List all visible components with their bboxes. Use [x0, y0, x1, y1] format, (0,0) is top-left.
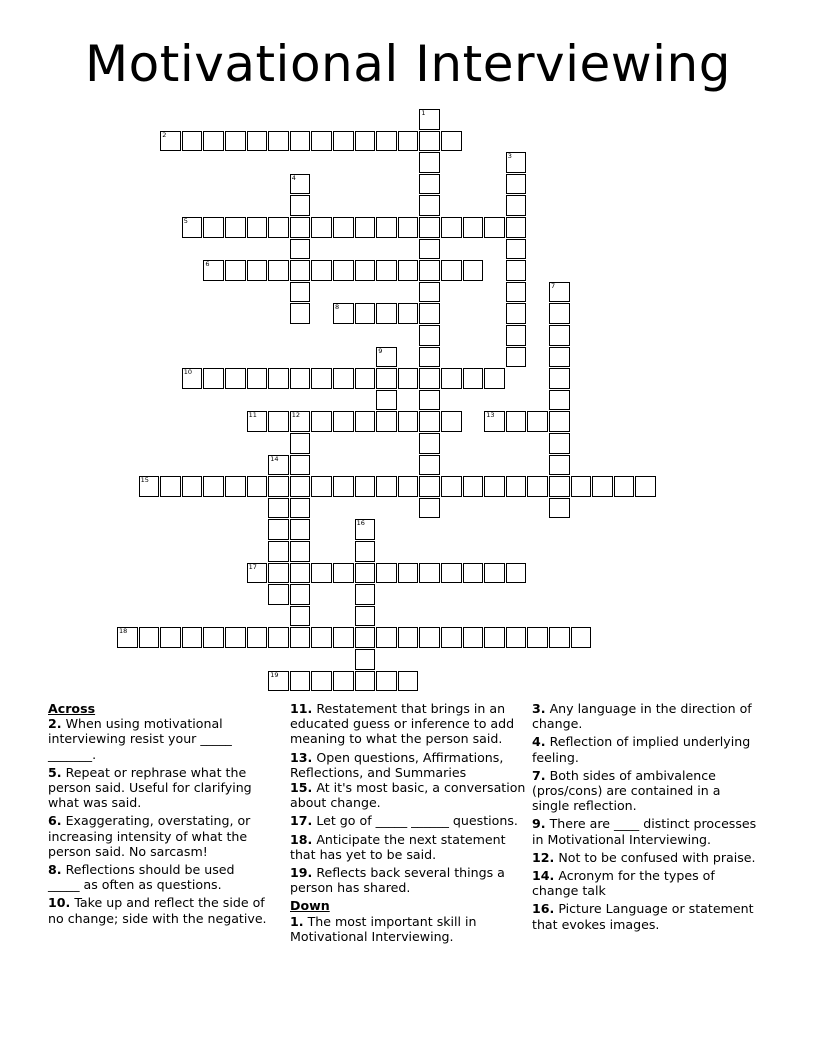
grid-cell[interactable]: [463, 368, 484, 389]
clue-number: 6.: [48, 813, 62, 829]
clue-number: 3.: [532, 701, 546, 716]
grid-cell[interactable]: [247, 217, 268, 238]
grid-cell[interactable]: [247, 627, 268, 648]
grid-cell[interactable]: [225, 260, 246, 281]
grid-cell[interactable]: [268, 455, 289, 476]
grid-cell[interactable]: [290, 282, 311, 303]
grid-cell[interactable]: [268, 498, 289, 519]
grid-cell[interactable]: [549, 347, 570, 368]
down-heading: Down: [290, 898, 330, 914]
grid-cell[interactable]: [333, 476, 354, 497]
grid-cell[interactable]: [441, 476, 462, 497]
grid-cell[interactable]: [506, 411, 527, 432]
grid-cell[interactable]: [376, 563, 397, 584]
clue-text: The most important skill in Motivational Interviewing.: [290, 913, 477, 944]
grid-cell[interactable]: [225, 131, 246, 152]
grid-cell[interactable]: [398, 671, 419, 692]
grid-cell[interactable]: [333, 131, 354, 152]
grid-cell[interactable]: [376, 303, 397, 324]
grid-cell[interactable]: [441, 563, 462, 584]
clue-text: Take up and reflect the side of no change; side with the negative.: [48, 895, 267, 926]
grid-cell[interactable]: [484, 627, 505, 648]
grid-cell[interactable]: [419, 174, 440, 195]
grid-cell[interactable]: [268, 411, 289, 432]
grid-cell[interactable]: [549, 433, 570, 454]
clue-number: 19.: [290, 865, 313, 881]
grid-cell[interactable]: [419, 368, 440, 389]
clue-across-6: [48, 813, 270, 859]
grid-cell[interactable]: [506, 152, 527, 173]
grid-cell[interactable]: [311, 476, 332, 497]
grid-cell[interactable]: [376, 627, 397, 648]
puzzle-title: Motivational Interviewing: [85, 35, 731, 93]
clue-number-label: 14: [270, 454, 279, 463]
grid-cell[interactable]: [441, 217, 462, 238]
grid-cell[interactable]: [549, 476, 570, 497]
grid-cell[interactable]: [463, 217, 484, 238]
grid-cell[interactable]: [571, 627, 592, 648]
grid-cell[interactable]: [355, 519, 376, 540]
grid-cell[interactable]: [376, 476, 397, 497]
grid-cell[interactable]: [311, 411, 332, 432]
grid-cell[interactable]: [333, 368, 354, 389]
grid-cell[interactable]: [419, 131, 440, 152]
grid-cell[interactable]: [290, 563, 311, 584]
grid-cell[interactable]: [182, 217, 203, 238]
clue-across-8: [48, 862, 270, 892]
clue-number-label: 4: [291, 173, 296, 182]
clue-down-16: [532, 901, 760, 931]
clue-number: 9.: [532, 816, 546, 832]
grid-cell[interactable]: [441, 368, 462, 389]
grid-cell[interactable]: [463, 627, 484, 648]
clue-text: When using motivational interviewing resist your _____ _______.: [48, 716, 232, 762]
clue-text: Open questions, Affirmations, Reflections, and Summaries: [290, 749, 504, 780]
grid-cell[interactable]: [117, 627, 138, 648]
clue-text: Reflection of implied underlying feeling.: [532, 734, 751, 765]
grid-cell[interactable]: [527, 476, 548, 497]
grid-cell[interactable]: [376, 347, 397, 368]
clue-number: 14.: [532, 868, 555, 884]
grid-cell[interactable]: [355, 584, 376, 605]
grid-cell[interactable]: [398, 217, 419, 238]
grid-cell[interactable]: [484, 476, 505, 497]
grid-cell[interactable]: [506, 260, 527, 281]
grid-cell[interactable]: [333, 217, 354, 238]
grid-cell[interactable]: [376, 411, 397, 432]
grid-cell[interactable]: [290, 239, 311, 260]
grid-cell[interactable]: [419, 109, 440, 130]
grid-cell[interactable]: [506, 627, 527, 648]
grid-cell[interactable]: [398, 411, 419, 432]
grid-cell[interactable]: [419, 627, 440, 648]
grid-cell[interactable]: [419, 303, 440, 324]
grid-cell[interactable]: [311, 563, 332, 584]
grid-cell[interactable]: [139, 476, 160, 497]
grid-cell[interactable]: [355, 671, 376, 692]
clue-text: Repeat or rephrase what the person said. Useful for clarifying what was said.: [48, 764, 252, 811]
grid-cell[interactable]: [506, 325, 527, 346]
clue-down-12: [532, 850, 760, 865]
grid-cell[interactable]: [614, 476, 635, 497]
clue-number-label: 9: [378, 346, 383, 355]
clue-number-label: 7: [551, 281, 556, 290]
grid-cell[interactable]: [419, 390, 440, 411]
grid-cell[interactable]: [290, 476, 311, 497]
clue-number: 17.: [290, 813, 313, 829]
clue-text: Not to be confused with praise.: [554, 849, 756, 865]
grid-cell[interactable]: [160, 131, 181, 152]
grid-cell[interactable]: [247, 563, 268, 584]
grid-cell[interactable]: [247, 368, 268, 389]
grid-cell[interactable]: [463, 563, 484, 584]
grid-cell[interactable]: [355, 606, 376, 627]
grid-cell[interactable]: [355, 649, 376, 670]
grid-cell[interactable]: [203, 131, 224, 152]
grid-cell[interactable]: [203, 627, 224, 648]
grid-cell[interactable]: [355, 217, 376, 238]
clue-across-13: [290, 750, 526, 780]
clue-number-label: 8: [335, 303, 340, 312]
grid-cell[interactable]: [268, 563, 289, 584]
grid-cell[interactable]: [441, 411, 462, 432]
grid-cell[interactable]: [268, 476, 289, 497]
grid-cell[interactable]: [290, 541, 311, 562]
grid-cell[interactable]: [225, 627, 246, 648]
grid-cell[interactable]: [419, 455, 440, 476]
clue-number-label: 16: [356, 519, 365, 528]
grid-cell[interactable]: [333, 411, 354, 432]
grid-cell[interactable]: [463, 476, 484, 497]
grid-cell[interactable]: [441, 131, 462, 152]
clue-number: 4.: [532, 734, 546, 750]
clue-text: At it's most basic, a conversation about change.: [290, 780, 526, 811]
grid-cell[interactable]: [549, 411, 570, 432]
clue-column-3: [532, 701, 760, 935]
clue-text: Any language in the direction of change.: [532, 701, 752, 732]
grid-cell[interactable]: [398, 563, 419, 584]
grid-cell[interactable]: [268, 627, 289, 648]
grid-cell[interactable]: [225, 217, 246, 238]
clue-across-18: [290, 832, 526, 862]
grid-cell[interactable]: [506, 476, 527, 497]
grid-cell[interactable]: [333, 563, 354, 584]
clue-text: Restatement that brings in an educated guess or inference to add meaning to what the person said.: [290, 701, 515, 747]
grid-cell[interactable]: [506, 303, 527, 324]
clue-number: 11.: [290, 701, 313, 716]
grid-cell[interactable]: [398, 476, 419, 497]
grid-cell[interactable]: [247, 476, 268, 497]
clue-across-5: [48, 765, 270, 811]
clue-text: Both sides of ambivalence (pros/cons) are contained in a single reflection.: [532, 767, 721, 814]
clue-down-1: [290, 914, 526, 944]
grid-cell[interactable]: [355, 541, 376, 562]
clue-number: 1.: [290, 913, 304, 929]
grid-cell[interactable]: [247, 411, 268, 432]
clue-number: 16.: [532, 901, 555, 917]
grid-cell[interactable]: [463, 260, 484, 281]
grid-cell[interactable]: [268, 519, 289, 540]
clue-column-1: [48, 701, 270, 929]
grid-cell[interactable]: [290, 627, 311, 648]
grid-cell[interactable]: [419, 411, 440, 432]
grid-cell[interactable]: [484, 563, 505, 584]
grid-cell[interactable]: [419, 260, 440, 281]
clue-column-2: [290, 701, 526, 947]
grid-cell[interactable]: [549, 390, 570, 411]
grid-cell[interactable]: [355, 368, 376, 389]
grid-cell[interactable]: [355, 411, 376, 432]
grid-cell[interactable]: [419, 476, 440, 497]
grid-cell[interactable]: [355, 627, 376, 648]
grid-cell[interactable]: [247, 131, 268, 152]
grid-cell[interactable]: [333, 627, 354, 648]
grid-cell[interactable]: [290, 584, 311, 605]
grid-cell[interactable]: [290, 195, 311, 216]
grid-cell[interactable]: [160, 627, 181, 648]
grid-cell[interactable]: [268, 671, 289, 692]
clue-text: There are ____ distinct processes in Motivational Interviewing.: [532, 816, 757, 847]
grid-cell[interactable]: [506, 282, 527, 303]
grid-cell[interactable]: [398, 131, 419, 152]
grid-cell[interactable]: [376, 390, 397, 411]
grid-cell[interactable]: [549, 627, 570, 648]
clue-number: 2.: [48, 716, 62, 732]
across-heading: Across: [48, 701, 96, 716]
grid-cell[interactable]: [268, 131, 289, 152]
grid-cell[interactable]: [290, 411, 311, 432]
grid-cell[interactable]: [290, 519, 311, 540]
grid-cell[interactable]: [311, 671, 332, 692]
clue-number: 13.: [290, 749, 313, 765]
clue-text: Acronym for the types of change talk: [532, 868, 715, 899]
grid-cell[interactable]: [549, 325, 570, 346]
clue-across-17: [290, 813, 526, 828]
clue-number: 12.: [532, 849, 555, 865]
clue-number-label: 19: [270, 670, 279, 679]
grid-cell[interactable]: [419, 217, 440, 238]
grid-cell[interactable]: [398, 368, 419, 389]
grid-cell[interactable]: [355, 476, 376, 497]
clue-number: 5.: [48, 764, 62, 780]
grid-cell[interactable]: [398, 627, 419, 648]
grid-cell[interactable]: [376, 260, 397, 281]
grid-cell[interactable]: [290, 368, 311, 389]
grid-cell[interactable]: [160, 476, 181, 497]
grid-cell[interactable]: [268, 368, 289, 389]
clue-number: 15.: [290, 780, 313, 796]
clue-across-10: [48, 895, 270, 925]
grid-cell[interactable]: [290, 671, 311, 692]
grid-cell[interactable]: [311, 217, 332, 238]
grid-cell[interactable]: [506, 347, 527, 368]
grid-cell[interactable]: [225, 476, 246, 497]
grid-cell[interactable]: [290, 131, 311, 152]
clue-text: Exaggerating, overstating, or increasing intensity of what the person said. No sarcasm!: [48, 813, 251, 859]
grid-cell[interactable]: [182, 627, 203, 648]
grid-cell[interactable]: [203, 260, 224, 281]
clue-down-14: [532, 868, 760, 898]
grid-cell[interactable]: [203, 476, 224, 497]
grid-cell[interactable]: [203, 368, 224, 389]
clue-across-2: [48, 716, 270, 762]
clue-text: Anticipate the next statement that has yet to be said.: [290, 831, 506, 862]
grid-cell[interactable]: [506, 195, 527, 216]
grid-cell[interactable]: [484, 217, 505, 238]
grid-cell[interactable]: [290, 498, 311, 519]
grid-cell[interactable]: [571, 476, 592, 497]
clue-down-9: [532, 816, 760, 846]
grid-cell[interactable]: [419, 195, 440, 216]
clue-text: Reflections should be used _____ as often as questions.: [48, 862, 235, 893]
grid-cell[interactable]: [419, 282, 440, 303]
grid-cell[interactable]: [139, 627, 160, 648]
clue-number: 10.: [48, 895, 71, 911]
grid-cell[interactable]: [419, 152, 440, 173]
grid-cell[interactable]: [355, 563, 376, 584]
grid-cell[interactable]: [290, 606, 311, 627]
clue-down-7: [532, 768, 760, 814]
clue-across-19: [290, 865, 526, 895]
grid-cell[interactable]: [182, 476, 203, 497]
grid-cell[interactable]: [419, 563, 440, 584]
grid-cell[interactable]: [419, 433, 440, 454]
clue-down-3: [532, 701, 760, 731]
clue-number-label: 17: [248, 562, 257, 571]
clue-down-4: [532, 734, 760, 764]
grid-cell[interactable]: [549, 498, 570, 519]
clue-text: Reflects back several things a person has shared.: [290, 865, 505, 896]
grid-cell[interactable]: [376, 131, 397, 152]
grid-cell[interactable]: [290, 174, 311, 195]
grid-cell[interactable]: [441, 627, 462, 648]
clue-across-11: [290, 701, 526, 747]
grid-cell[interactable]: [247, 260, 268, 281]
grid-cell[interactable]: [203, 217, 224, 238]
grid-cell[interactable]: [419, 239, 440, 260]
clue-number-label: 2: [162, 130, 167, 139]
grid-cell[interactable]: [419, 325, 440, 346]
grid-cell[interactable]: [506, 239, 527, 260]
clue-number-label: 12: [291, 411, 301, 420]
grid-cell[interactable]: [376, 217, 397, 238]
grid-cell[interactable]: [441, 260, 462, 281]
grid-cell[interactable]: [398, 303, 419, 324]
grid-cell[interactable]: [268, 541, 289, 562]
grid-cell[interactable]: [333, 671, 354, 692]
grid-cell[interactable]: [268, 260, 289, 281]
grid-cell[interactable]: [290, 260, 311, 281]
grid-cell[interactable]: [506, 563, 527, 584]
grid-cell[interactable]: [506, 217, 527, 238]
grid-cell[interactable]: [311, 368, 332, 389]
clue-across-15: [290, 780, 526, 810]
grid-cell[interactable]: [182, 368, 203, 389]
grid-cell[interactable]: [311, 627, 332, 648]
clue-number-label: 3: [507, 152, 512, 161]
grid-cell[interactable]: [355, 303, 376, 324]
grid-cell[interactable]: [268, 217, 289, 238]
grid-cell[interactable]: [290, 433, 311, 454]
grid-cell[interactable]: [419, 498, 440, 519]
grid-cell[interactable]: [549, 282, 570, 303]
clue-number-label: 13: [486, 411, 495, 420]
grid-cell[interactable]: [484, 411, 505, 432]
grid-cell[interactable]: [419, 347, 440, 368]
grid-cell[interactable]: [290, 455, 311, 476]
clue-number-label: 18: [119, 627, 128, 636]
grid-cell[interactable]: [549, 368, 570, 389]
grid-cell[interactable]: [333, 303, 354, 324]
grid-cell[interactable]: [398, 260, 419, 281]
clue-number-label: 11: [248, 411, 257, 420]
grid-cell[interactable]: [268, 584, 289, 605]
clue-number: 7.: [532, 767, 546, 783]
clue-number: 18.: [290, 831, 313, 847]
grid-cell[interactable]: [311, 131, 332, 152]
grid-cell[interactable]: [506, 174, 527, 195]
grid-cell[interactable]: [290, 217, 311, 238]
grid-cell[interactable]: [355, 131, 376, 152]
clue-number-label: 6: [205, 260, 210, 269]
grid-cell[interactable]: [182, 131, 203, 152]
grid-cell[interactable]: [549, 455, 570, 476]
clue-text: Let go of _____ ______ questions.: [312, 813, 518, 829]
grid-cell[interactable]: [376, 368, 397, 389]
grid-cell[interactable]: [549, 303, 570, 324]
clue-number: 8.: [48, 862, 62, 878]
grid-cell[interactable]: [527, 627, 548, 648]
grid-cell[interactable]: [376, 671, 397, 692]
clue-number-label: 5: [183, 216, 188, 225]
grid-cell[interactable]: [355, 260, 376, 281]
grid-cell[interactable]: [635, 476, 656, 497]
clue-text: Picture Language or statement that evokes images.: [532, 901, 754, 932]
grid-cell[interactable]: [225, 368, 246, 389]
grid-cell[interactable]: [484, 368, 505, 389]
clue-number-label: 10: [183, 368, 193, 377]
grid-cell[interactable]: [333, 260, 354, 281]
grid-cell[interactable]: [290, 303, 311, 324]
clue-number-label: 1: [421, 108, 426, 117]
grid-cell[interactable]: [592, 476, 613, 497]
grid-cell[interactable]: [311, 260, 332, 281]
clue-number-label: 15: [140, 476, 149, 485]
grid-cell[interactable]: [527, 411, 548, 432]
